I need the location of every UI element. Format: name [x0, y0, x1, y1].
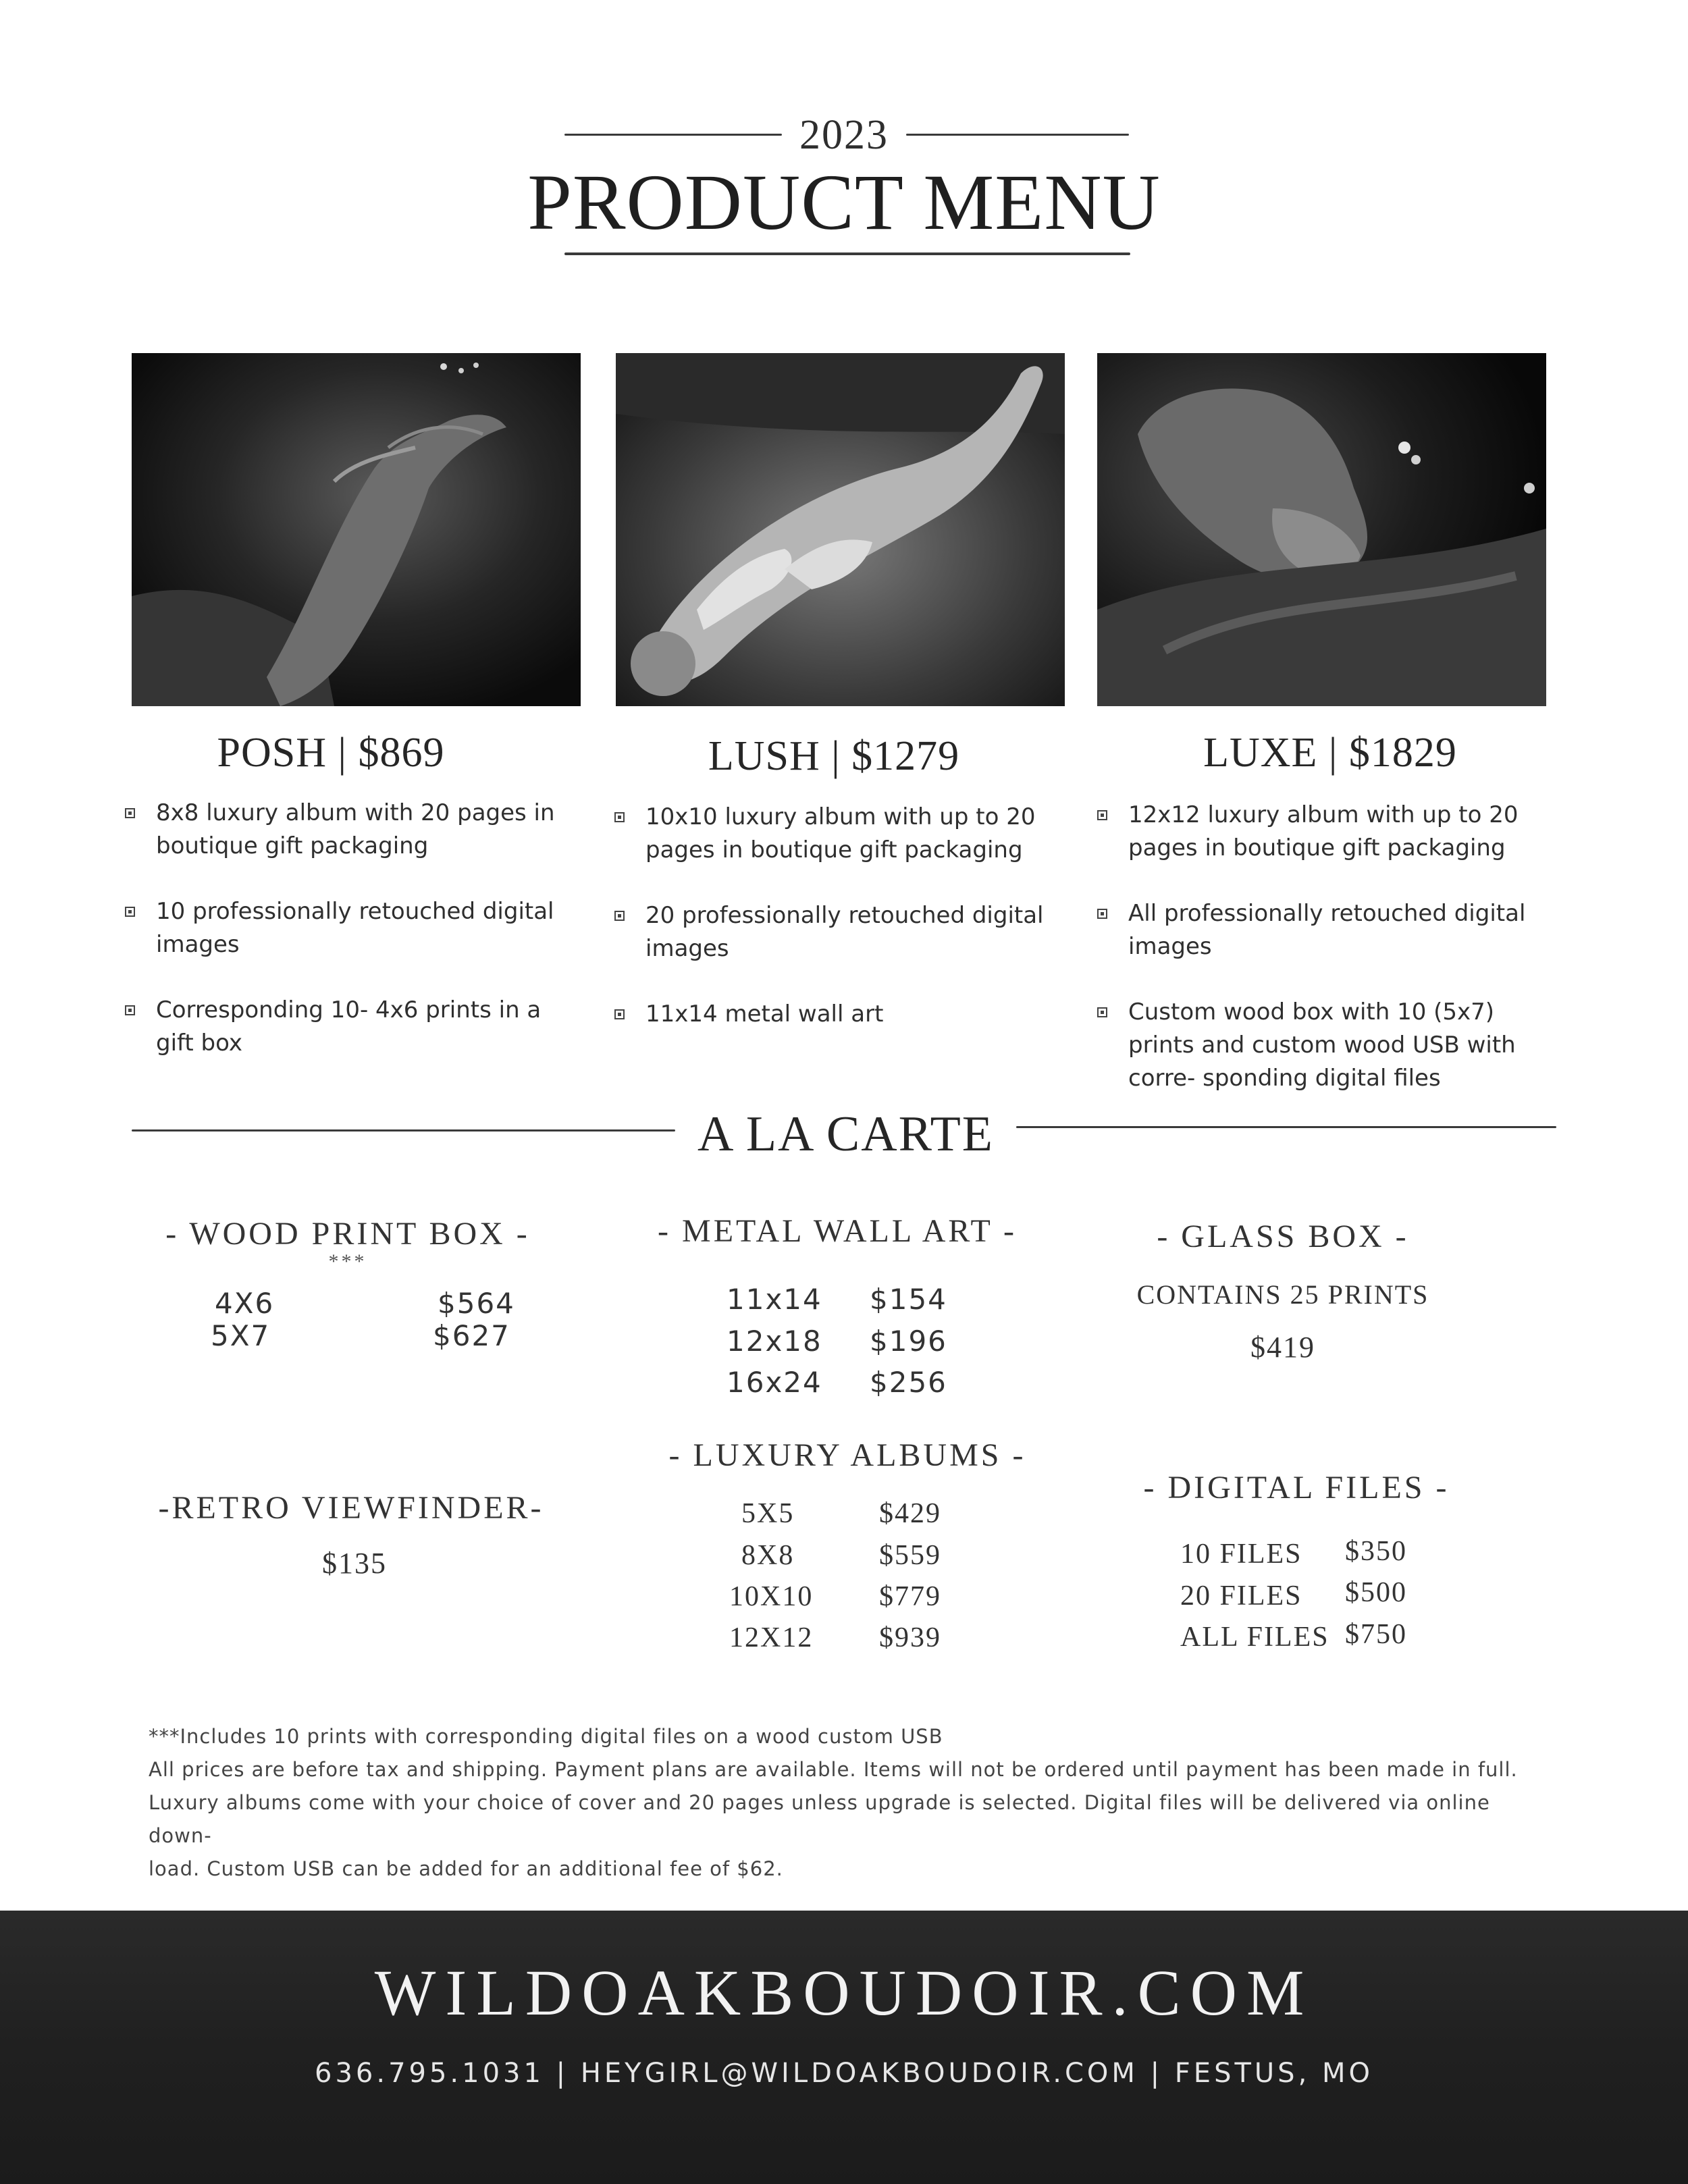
bullet-icon [614, 812, 625, 822]
footnotes [149, 1720, 1553, 1886]
header-rule-left [564, 134, 782, 136]
footnote-line: load. Custom USB can be added for an additional fee of $62. [149, 1857, 783, 1880]
digital-files-count: ALL FILES [1180, 1622, 1329, 1653]
wood-box-price-5x7: $627 [433, 1319, 510, 1352]
footnote-line: Luxury albums come with your choice of cover and 20 pages unless upgrade is selected. Digital files will be delivered via online down- [149, 1791, 1490, 1847]
menu-year: 2023 [799, 112, 889, 158]
glass-box-title: - GLASS BOX - [1157, 1219, 1409, 1254]
feature-text: Custom wood box with 10 (5x7) prints and custom wood USB with corre- sponding digital files [1128, 998, 1516, 1092]
list-item [614, 998, 1047, 1031]
bullet-icon [614, 911, 625, 921]
metal-size: 16x24 [727, 1366, 822, 1399]
metal-wall-art-title: - METAL WALL ART - [658, 1213, 1017, 1249]
bullet-icon [1097, 909, 1107, 919]
bullet-icon [1097, 810, 1107, 820]
retro-viewfinder-title: -RETRO VIEWFINDER- [158, 1490, 544, 1526]
carte-rule-right [1016, 1126, 1556, 1128]
wood-box-size-4x6: 4X6 [215, 1287, 275, 1320]
album-price: $779 [879, 1581, 941, 1612]
page-title: PRODUCT MENU [527, 158, 1161, 246]
list-item [125, 797, 557, 863]
a-la-carte-title: A LA CARTE [697, 1107, 995, 1162]
header-rule-bottom [564, 252, 1130, 255]
feature-text: Corresponding 10- 4x6 prints in a gift box [156, 996, 542, 1057]
posh-feature-list [125, 797, 557, 1092]
feature-text: All professionally retouched digital images [1128, 900, 1526, 960]
album-price: $939 [879, 1622, 941, 1653]
list-item [1097, 799, 1543, 865]
feature-text: 11x14 metal wall art [645, 1001, 884, 1028]
album-size: 5X5 [741, 1498, 795, 1529]
feature-text: 10x10 luxury album with up to 20 pages in boutique gift packaging [645, 803, 1036, 863]
list-item [1097, 996, 1543, 1095]
luxe-package-photo [1097, 353, 1546, 706]
metal-price: $196 [870, 1325, 947, 1358]
asterisk-note-mark: *** [328, 1250, 367, 1273]
lush-package-title: LUSH | $1279 [708, 733, 960, 779]
luxury-albums-title: - LUXURY ALBUMS - [668, 1437, 1026, 1473]
bullet-icon [125, 1005, 135, 1015]
glass-box-subtitle: CONTAINS 25 PRINTS [1136, 1279, 1429, 1310]
feature-text: 8x8 luxury album with 20 pages in boutique gift packaging [156, 799, 555, 859]
album-price: $559 [879, 1540, 941, 1571]
digital-files-count: 10 FILES [1180, 1539, 1302, 1570]
footer-banner [0, 1911, 1688, 2184]
footnote-line: ***Includes 10 prints with corresponding digital files on a wood custom USB [149, 1725, 943, 1748]
metal-size: 11x14 [727, 1283, 822, 1316]
feature-text: 12x12 luxury album with up to 20 pages in boutique gift packaging [1128, 801, 1519, 861]
luxe-package-title: LUXE | $1829 [1203, 730, 1457, 776]
list-item [125, 895, 557, 961]
digital-files-price: $350 [1345, 1536, 1407, 1567]
bullet-icon [125, 907, 135, 917]
lush-feature-list [614, 801, 1047, 1063]
retro-viewfinder-price: $135 [322, 1547, 387, 1580]
list-item [125, 994, 557, 1060]
glass-box-price: $419 [1250, 1331, 1315, 1364]
wood-print-box-title: - WOOD PRINT BOX - [165, 1216, 530, 1252]
list-item [614, 899, 1047, 965]
contact-info: 636.795.1031 | HEYGIRL@WILDOAKBOUDOIR.COM | FESTUS, MO [315, 2058, 1373, 2089]
metal-size: 12x18 [727, 1325, 822, 1358]
digital-files-title: - DIGITAL FILES - [1143, 1470, 1450, 1506]
bullet-icon [1097, 1007, 1107, 1017]
wood-box-size-5x7: 5X7 [211, 1319, 271, 1352]
lush-package-photo [616, 353, 1065, 706]
album-size: 12X12 [729, 1622, 814, 1653]
metal-price: $154 [870, 1283, 947, 1316]
album-price: $429 [879, 1498, 941, 1529]
album-size: 10X10 [729, 1581, 814, 1612]
luxe-feature-list [1097, 799, 1543, 1127]
header-rule-right [906, 134, 1129, 136]
metal-price: $256 [870, 1366, 947, 1399]
feature-text: 20 professionally retouched digital images [645, 902, 1044, 962]
wood-box-price-4x6: $564 [438, 1287, 515, 1320]
posh-package-title: POSH | $869 [217, 730, 445, 776]
carte-rule-left [132, 1129, 675, 1131]
bullet-icon [614, 1009, 625, 1019]
list-item [614, 801, 1047, 867]
digital-files-price: $750 [1345, 1619, 1407, 1650]
bullet-icon [125, 808, 135, 818]
feature-text: 10 professionally retouched digital images [156, 898, 554, 958]
digital-files-count: 20 FILES [1180, 1580, 1302, 1612]
website-link[interactable]: WILDOAKBOUDOIR.COM [374, 1956, 1314, 2029]
album-size: 8X8 [741, 1540, 795, 1571]
digital-files-price: $500 [1345, 1577, 1407, 1608]
list-item [1097, 897, 1543, 963]
footnote-line: All prices are before tax and shipping. Payment plans are available. Items will not be ordered until payment has been made in full. [149, 1758, 1518, 1781]
posh-package-photo [132, 353, 581, 706]
